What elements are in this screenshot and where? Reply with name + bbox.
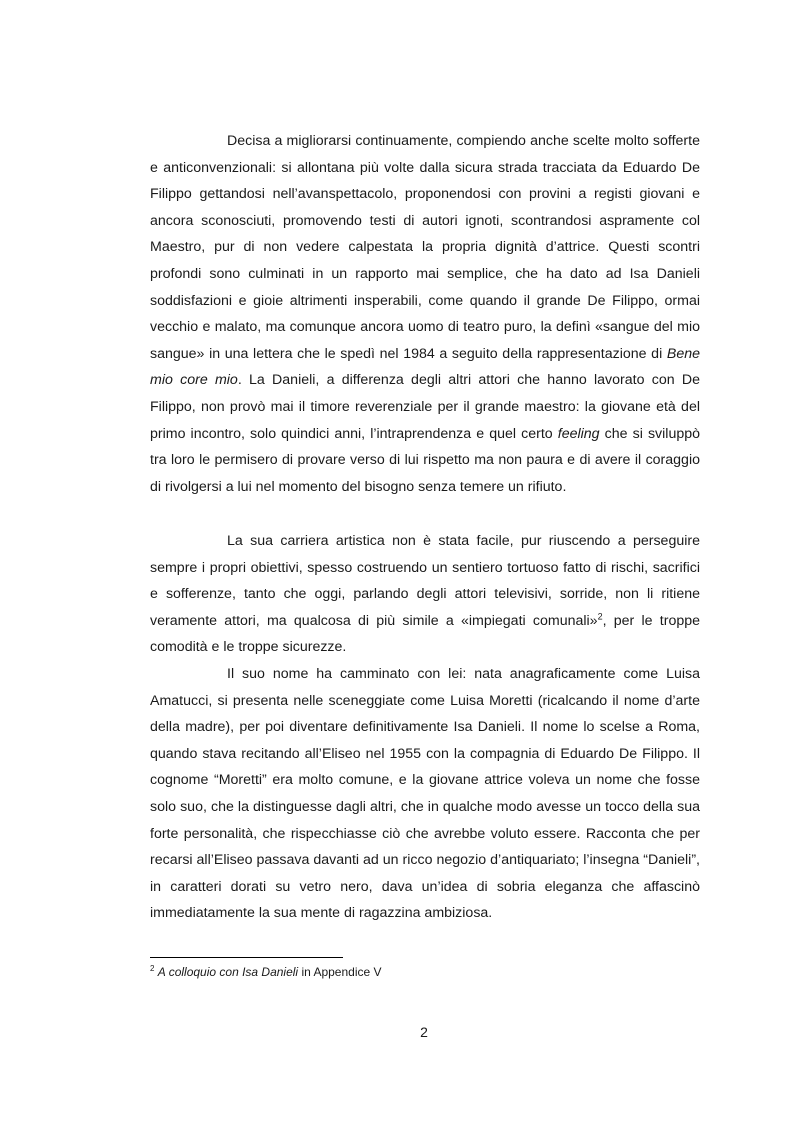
footnote-reference: 2 <box>597 611 603 622</box>
title-bene-mio-core-mio: Bene mio core mio <box>150 345 700 389</box>
paragraph-2 <box>150 528 700 661</box>
paragraph-1 <box>150 128 700 500</box>
footnote-title: A colloquio con Isa Danieli <box>157 965 299 979</box>
paragraph-1-text-b: . La Danieli, a differenza degli altri attori che hanno lavorato con De Filippo, non provò mai il timore reverenziale per il grande maestro: la giovane età del primo incontro, solo quindici anni, l’intraprendenza e quel certo <box>150 372 700 442</box>
footnote-separator <box>150 957 343 958</box>
paragraph-3-text: Il suo nome ha camminato con lei: nata anagraficamente come Luisa Amatucci, si presenta nelle sceneggiate come Luisa Moretti (ricalcando il nome d’arte della madre), per poi diventare definitivamente Isa Danieli. Il nome lo scelse a Roma, quando stava recitando all’Eliseo nel 1955 con la compagnia di Eduardo De Filippo. Il cognome “Moretti” era molto comune, e la giovane attrice voleva un nome che fosse solo suo, che la distinguesse dagli altri, che in qualche modo avesse un tocco della sua forte personalità, che rispecchiasse ciò che avrebbe voluto essere. Racconta che per recarsi all’Eliseo passava davanti ad un ricco negozio d’antiquariato; l’insegna “Danieli”, in caratteri dorati su vetro nero, dava un’idea di sobria eleganza che affascinò immediatamente la sua mente di ragazzina ambiziosa. <box>150 666 700 922</box>
footnote-number: 2 <box>150 964 155 973</box>
word-feeling: feeling <box>557 425 600 442</box>
paragraph-2-text-b: , per le troppe comodità e le troppe sicurezze. <box>150 612 701 656</box>
paragraph-2-text-a: La sua carriera artistica non è stata facile, pur riuscendo a perseguire sempre i propri obiettivi, spesso costruendo un sentiero tortuoso fatto di rischi, sacrifici e sofferenze, tanto che oggi, parlando degli attori televisivi, sorride, non li ritiene veramente attori, ma qualcosa di più simile a «impiegati comunali» <box>150 533 700 629</box>
footnote-text: in Appendice V <box>298 965 382 979</box>
paragraph-1-text-c: che si sviluppò tra loro le permisero di provare verso di lui rispetto ma non paura e di avere il coraggio di rivolgersi a lui nel momento del bisogno senza temere un rifiuto. <box>150 425 701 495</box>
footnote <box>150 964 700 980</box>
paragraph-3 <box>150 661 700 927</box>
paragraph-1-text-a: Decisa a migliorarsi continuamente, compiendo anche scelte molto sofferte e anticonvenzionali: si allontana più volte dalla sicura strada tracciata da Eduardo De Filippo gettandosi nell’avanspettacolo, proponendosi con provini a registi giovani e ancora sconosciuti, promovendo testi di autori ignoti, scontrandosi aspramente col Maestro, pur di non vedere calpestata la propria dignità d’attrice. Questi scontri profondi sono culminati in un rapporto mai semplice, che ha dato ad Isa Danieli soddisfazioni e gioie altrimenti insperabili, come quando il grande De Filippo, ormai vecchio e malato, ma comunque ancora uomo di teatro puro, la definì «sangue del mio sangue» in una lettera che le spedì nel 1984 a seguito della rappresentazione di <box>150 133 700 362</box>
page-number: 2 <box>420 1024 428 1040</box>
